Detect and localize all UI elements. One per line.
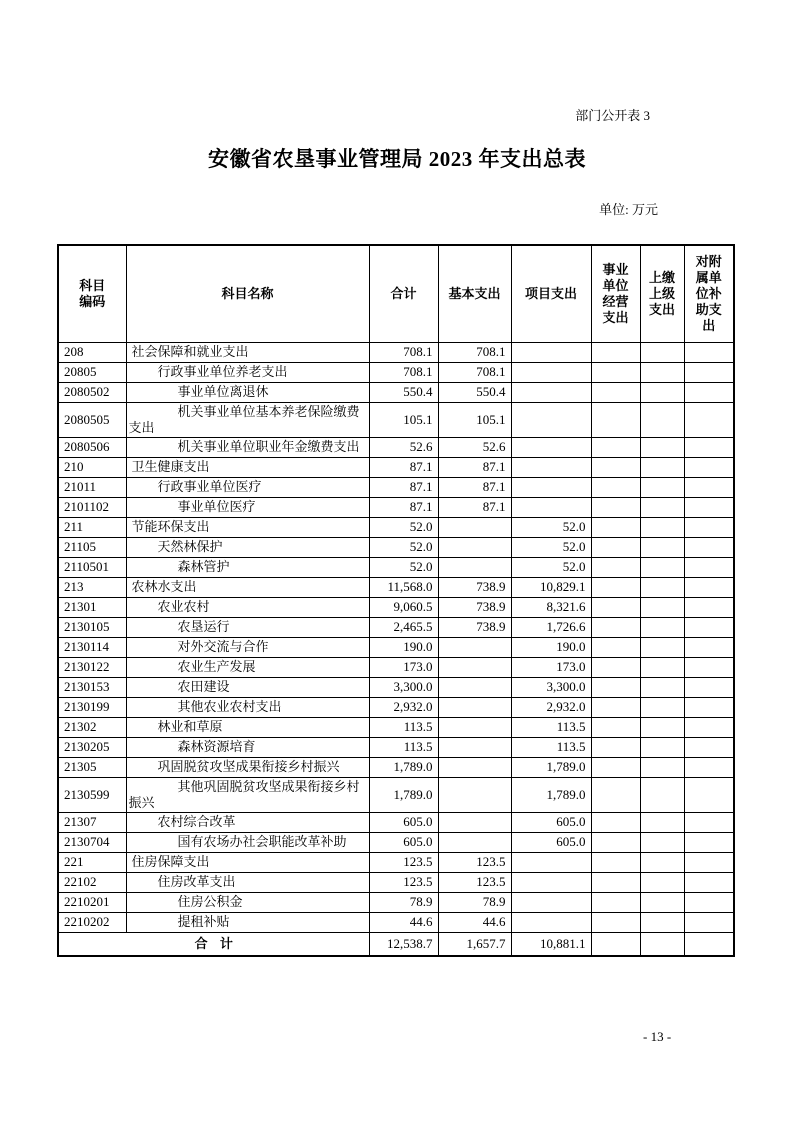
subject-code-cell: 2130199 xyxy=(58,697,126,717)
basic-expenditure-cell xyxy=(438,832,511,852)
project-expenditure-cell xyxy=(511,457,591,477)
subject-code-cell: 2080506 xyxy=(58,437,126,457)
total-cell: 605.0 xyxy=(369,832,438,852)
project-expenditure-cell: 52.0 xyxy=(511,537,591,557)
subsidy-cell xyxy=(684,497,734,517)
total-row xyxy=(58,932,734,956)
subject-code-cell: 20805 xyxy=(58,362,126,382)
basic-expenditure-cell xyxy=(438,677,511,697)
subsidy-cell xyxy=(684,832,734,852)
basic-expenditure-cell xyxy=(438,717,511,737)
total-cell: 87.1 xyxy=(369,457,438,477)
subject-name-cell: 住房公积金 xyxy=(126,892,369,912)
total-cell: 113.5 xyxy=(369,717,438,737)
table-row xyxy=(58,342,734,362)
subsidy-cell xyxy=(684,477,734,497)
basic-expenditure-cell xyxy=(438,537,511,557)
operating-expenditure-cell xyxy=(591,617,640,637)
col-header-subject-name: 科目名称 xyxy=(126,245,369,342)
operating-expenditure-cell xyxy=(591,577,640,597)
upper-level-cell xyxy=(640,382,684,402)
basic-expenditure-cell: 738.9 xyxy=(438,577,511,597)
total-project-cell: 10,881.1 xyxy=(511,932,591,956)
operating-expenditure-cell xyxy=(591,812,640,832)
project-expenditure-cell: 173.0 xyxy=(511,657,591,677)
table-row xyxy=(58,812,734,832)
total-cell: 550.4 xyxy=(369,382,438,402)
subject-code-cell: 208 xyxy=(58,342,126,362)
table-row xyxy=(58,852,734,872)
total-cell: 123.5 xyxy=(369,872,438,892)
table-row xyxy=(58,362,734,382)
operating-expenditure-cell xyxy=(591,872,640,892)
subject-name-cell: 事业单位医疗 xyxy=(126,497,369,517)
operating-expenditure-cell xyxy=(591,912,640,932)
subject-name-cell: 其他农业农村支出 xyxy=(126,697,369,717)
subject-code-cell: 2110501 xyxy=(58,557,126,577)
basic-expenditure-cell xyxy=(438,517,511,537)
upper-level-cell xyxy=(640,362,684,382)
subsidy-cell xyxy=(684,737,734,757)
operating-expenditure-cell xyxy=(591,362,640,382)
subject-name-cell: 农垦运行 xyxy=(126,617,369,637)
table-row xyxy=(58,717,734,737)
total-cell: 708.1 xyxy=(369,362,438,382)
table-row xyxy=(58,617,734,637)
subject-name-cell: 卫生健康支出 xyxy=(126,457,369,477)
subsidy-cell xyxy=(684,892,734,912)
operating-expenditure-cell xyxy=(591,382,640,402)
operating-expenditure-cell xyxy=(591,477,640,497)
subject-code-cell: 21011 xyxy=(58,477,126,497)
upper-level-cell xyxy=(640,617,684,637)
total-cell: 87.1 xyxy=(369,497,438,517)
project-expenditure-cell: 1,726.6 xyxy=(511,617,591,637)
total-cell: 11,568.0 xyxy=(369,577,438,597)
project-expenditure-cell: 10,829.1 xyxy=(511,577,591,597)
subject-name-cell: 其他巩固脱贫攻坚成果衔接乡村振兴 xyxy=(126,777,369,812)
upper-level-cell xyxy=(640,892,684,912)
basic-expenditure-cell xyxy=(438,557,511,577)
subject-name-cell: 机关事业单位基本养老保险缴费支出 xyxy=(126,402,369,437)
subject-name-cell: 行政事业单位医疗 xyxy=(126,477,369,497)
subject-code-cell: 210 xyxy=(58,457,126,477)
project-expenditure-cell xyxy=(511,402,591,437)
subject-code-cell: 2080505 xyxy=(58,402,126,437)
subject-code-cell: 21301 xyxy=(58,597,126,617)
basic-expenditure-cell: 123.5 xyxy=(438,872,511,892)
subsidy-cell xyxy=(684,812,734,832)
total-cell: 1,789.0 xyxy=(369,777,438,812)
header-row xyxy=(58,245,734,342)
operating-expenditure-cell xyxy=(591,777,640,812)
subsidy-cell xyxy=(684,852,734,872)
subject-name-cell: 农业农村 xyxy=(126,597,369,617)
table-footer xyxy=(58,932,734,956)
table-row xyxy=(58,637,734,657)
subject-code-cell: 21307 xyxy=(58,812,126,832)
table-row xyxy=(58,697,734,717)
table-row xyxy=(58,577,734,597)
table-row xyxy=(58,557,734,577)
subject-name-cell: 住房保障支出 xyxy=(126,852,369,872)
operating-expenditure-cell xyxy=(591,437,640,457)
table-row xyxy=(58,517,734,537)
total-cell: 1,789.0 xyxy=(369,757,438,777)
subsidy-cell xyxy=(684,537,734,557)
project-expenditure-cell xyxy=(511,892,591,912)
table-row xyxy=(58,457,734,477)
subject-code-cell: 2210201 xyxy=(58,892,126,912)
subsidy-cell xyxy=(684,577,734,597)
subject-name-cell: 事业单位离退休 xyxy=(126,382,369,402)
subject-name-cell: 社会保障和就业支出 xyxy=(126,342,369,362)
project-expenditure-cell: 3,300.0 xyxy=(511,677,591,697)
subsidy-cell xyxy=(684,517,734,537)
subsidy-cell xyxy=(684,402,734,437)
upper-level-cell xyxy=(640,852,684,872)
subject-code-cell: 21305 xyxy=(58,757,126,777)
total-cell: 2,932.0 xyxy=(369,697,438,717)
basic-expenditure-cell: 87.1 xyxy=(438,457,511,477)
basic-expenditure-cell: 738.9 xyxy=(438,597,511,617)
subject-code-cell: 2130105 xyxy=(58,617,126,637)
subject-code-cell: 221 xyxy=(58,852,126,872)
upper-level-cell xyxy=(640,777,684,812)
total-operating-cell xyxy=(591,932,640,956)
project-expenditure-cell: 113.5 xyxy=(511,717,591,737)
operating-expenditure-cell xyxy=(591,537,640,557)
subsidy-cell xyxy=(684,912,734,932)
basic-expenditure-cell xyxy=(438,737,511,757)
table-row xyxy=(58,497,734,517)
subsidy-cell xyxy=(684,872,734,892)
total-subsidy-cell xyxy=(684,932,734,956)
col-header-subject-code: 科目编码 xyxy=(58,245,126,342)
page-title: 安徽省农垦事业管理局 2023 年支出总表 xyxy=(208,147,586,171)
basic-expenditure-cell: 550.4 xyxy=(438,382,511,402)
basic-expenditure-cell: 123.5 xyxy=(438,852,511,872)
subject-name-cell: 农村综合改革 xyxy=(126,812,369,832)
project-expenditure-cell xyxy=(511,912,591,932)
operating-expenditure-cell xyxy=(591,757,640,777)
subject-code-cell: 2210202 xyxy=(58,912,126,932)
upper-level-cell xyxy=(640,477,684,497)
subsidy-cell xyxy=(684,717,734,737)
subsidy-cell xyxy=(684,637,734,657)
subsidy-cell xyxy=(684,657,734,677)
upper-level-cell xyxy=(640,757,684,777)
table-body xyxy=(58,342,734,932)
total-cell: 52.6 xyxy=(369,437,438,457)
table-row xyxy=(58,912,734,932)
subject-code-cell: 2101102 xyxy=(58,497,126,517)
table-row xyxy=(58,777,734,812)
project-expenditure-cell xyxy=(511,477,591,497)
operating-expenditure-cell xyxy=(591,717,640,737)
total-cell: 3,300.0 xyxy=(369,677,438,697)
subject-name-cell: 林业和草原 xyxy=(126,717,369,737)
total-cell: 708.1 xyxy=(369,342,438,362)
subject-code-cell: 2130153 xyxy=(58,677,126,697)
operating-expenditure-cell xyxy=(591,852,640,872)
upper-level-cell xyxy=(640,697,684,717)
basic-expenditure-cell: 87.1 xyxy=(438,497,511,517)
table-row xyxy=(58,677,734,697)
upper-level-cell xyxy=(640,342,684,362)
basic-expenditure-cell xyxy=(438,777,511,812)
subject-code-cell: 2130122 xyxy=(58,657,126,677)
subject-name-cell: 天然林保护 xyxy=(126,537,369,557)
subsidy-cell xyxy=(684,557,734,577)
total-label: 合 计 xyxy=(58,932,369,956)
page-number: - 13 - xyxy=(643,1029,672,1044)
subject-code-cell: 21302 xyxy=(58,717,126,737)
subject-code-cell: 2130205 xyxy=(58,737,126,757)
subsidy-cell xyxy=(684,597,734,617)
project-expenditure-cell: 190.0 xyxy=(511,637,591,657)
subject-code-cell: 2130704 xyxy=(58,832,126,852)
operating-expenditure-cell xyxy=(591,342,640,362)
table-row xyxy=(58,537,734,557)
subject-name-cell: 森林管护 xyxy=(126,557,369,577)
subject-name-cell: 农田建设 xyxy=(126,677,369,697)
total-cell: 105.1 xyxy=(369,402,438,437)
basic-expenditure-cell xyxy=(438,637,511,657)
project-expenditure-cell: 1,789.0 xyxy=(511,757,591,777)
expenditure-table xyxy=(57,244,735,957)
subject-name-cell: 机关事业单位职业年金缴费支出 xyxy=(126,437,369,457)
subject-name-cell: 行政事业单位养老支出 xyxy=(126,362,369,382)
col-header-total: 合计 xyxy=(369,245,438,342)
basic-expenditure-cell xyxy=(438,812,511,832)
operating-expenditure-cell xyxy=(591,517,640,537)
project-expenditure-cell: 605.0 xyxy=(511,832,591,852)
subsidy-cell xyxy=(684,342,734,362)
basic-expenditure-cell: 44.6 xyxy=(438,912,511,932)
subject-code-cell: 211 xyxy=(58,517,126,537)
total-cell: 9,060.5 xyxy=(369,597,438,617)
subject-name-cell: 农业生产发展 xyxy=(126,657,369,677)
table-row xyxy=(58,872,734,892)
operating-expenditure-cell xyxy=(591,597,640,617)
operating-expenditure-cell xyxy=(591,457,640,477)
upper-level-cell xyxy=(640,737,684,757)
col-header-subsidy-expenditure: 对附属单位补助支出 xyxy=(684,245,734,342)
subject-name-cell: 节能环保支出 xyxy=(126,517,369,537)
col-header-upper-level-expenditure: 上缴上级支出 xyxy=(640,245,684,342)
table-row xyxy=(58,892,734,912)
upper-level-cell xyxy=(640,812,684,832)
subject-name-cell: 巩固脱贫攻坚成果衔接乡村振兴 xyxy=(126,757,369,777)
subject-name-cell: 提租补贴 xyxy=(126,912,369,932)
upper-level-cell xyxy=(640,577,684,597)
project-expenditure-cell: 1,789.0 xyxy=(511,777,591,812)
total-cell: 2,465.5 xyxy=(369,617,438,637)
operating-expenditure-cell xyxy=(591,697,640,717)
total-cell: 78.9 xyxy=(369,892,438,912)
upper-level-cell xyxy=(640,912,684,932)
subsidy-cell xyxy=(684,617,734,637)
project-expenditure-cell: 2,932.0 xyxy=(511,697,591,717)
upper-level-cell xyxy=(640,717,684,737)
project-expenditure-cell xyxy=(511,872,591,892)
upper-level-cell xyxy=(640,872,684,892)
total-cell: 190.0 xyxy=(369,637,438,657)
upper-level-cell xyxy=(640,402,684,437)
subject-name-cell: 对外交流与合作 xyxy=(126,637,369,657)
subject-code-cell: 2130599 xyxy=(58,777,126,812)
project-expenditure-cell: 8,321.6 xyxy=(511,597,591,617)
upper-level-cell xyxy=(640,677,684,697)
unit-label: 单位: 万元 xyxy=(599,202,658,217)
basic-expenditure-cell: 708.1 xyxy=(438,342,511,362)
project-expenditure-cell: 52.0 xyxy=(511,557,591,577)
col-header-project-expenditure: 项目支出 xyxy=(511,245,591,342)
operating-expenditure-cell xyxy=(591,402,640,437)
operating-expenditure-cell xyxy=(591,657,640,677)
operating-expenditure-cell xyxy=(591,677,640,697)
upper-level-cell xyxy=(640,537,684,557)
basic-expenditure-cell xyxy=(438,757,511,777)
subsidy-cell xyxy=(684,437,734,457)
table-row xyxy=(58,382,734,402)
operating-expenditure-cell xyxy=(591,557,640,577)
upper-level-cell xyxy=(640,457,684,477)
total-cell: 113.5 xyxy=(369,737,438,757)
table-row xyxy=(58,597,734,617)
subject-code-cell: 21105 xyxy=(58,537,126,557)
operating-expenditure-cell xyxy=(591,832,640,852)
project-expenditure-cell xyxy=(511,852,591,872)
upper-level-cell xyxy=(640,497,684,517)
total-cell: 123.5 xyxy=(369,852,438,872)
basic-expenditure-cell: 738.9 xyxy=(438,617,511,637)
project-expenditure-cell xyxy=(511,382,591,402)
upper-level-cell xyxy=(640,557,684,577)
total-cell: 87.1 xyxy=(369,477,438,497)
table-header xyxy=(58,245,734,342)
subject-name-cell: 住房改革支出 xyxy=(126,872,369,892)
upper-level-cell xyxy=(640,597,684,617)
subsidy-cell xyxy=(684,777,734,812)
basic-expenditure-cell: 87.1 xyxy=(438,477,511,497)
project-expenditure-cell xyxy=(511,497,591,517)
subsidy-cell xyxy=(684,382,734,402)
subsidy-cell xyxy=(684,697,734,717)
upper-level-cell xyxy=(640,517,684,537)
subsidy-cell xyxy=(684,457,734,477)
subject-code-cell: 22102 xyxy=(58,872,126,892)
total-basic-cell: 1,657.7 xyxy=(438,932,511,956)
subsidy-cell xyxy=(684,362,734,382)
basic-expenditure-cell: 52.6 xyxy=(438,437,511,457)
total-sum-cell: 12,538.7 xyxy=(369,932,438,956)
upper-level-cell xyxy=(640,637,684,657)
upper-level-cell xyxy=(640,657,684,677)
subsidy-cell xyxy=(684,677,734,697)
basic-expenditure-cell: 708.1 xyxy=(438,362,511,382)
subject-name-cell: 农林水支出 xyxy=(126,577,369,597)
subject-code-cell: 213 xyxy=(58,577,126,597)
table-row xyxy=(58,477,734,497)
total-cell: 52.0 xyxy=(369,537,438,557)
upper-level-cell xyxy=(640,832,684,852)
col-header-basic-expenditure: 基本支出 xyxy=(438,245,511,342)
operating-expenditure-cell xyxy=(591,737,640,757)
table-row xyxy=(58,437,734,457)
table-row xyxy=(58,757,734,777)
project-expenditure-cell xyxy=(511,362,591,382)
subject-name-cell: 国有农场办社会职能改革补助 xyxy=(126,832,369,852)
total-cell: 173.0 xyxy=(369,657,438,677)
total-cell: 52.0 xyxy=(369,557,438,577)
subsidy-cell xyxy=(684,757,734,777)
total-cell: 52.0 xyxy=(369,517,438,537)
corner-table-label: 部门公开表 3 xyxy=(575,108,650,123)
project-expenditure-cell: 605.0 xyxy=(511,812,591,832)
table-row xyxy=(58,657,734,677)
upper-level-cell xyxy=(640,437,684,457)
operating-expenditure-cell xyxy=(591,637,640,657)
total-cell: 44.6 xyxy=(369,912,438,932)
table-row xyxy=(58,737,734,757)
project-expenditure-cell xyxy=(511,342,591,362)
basic-expenditure-cell xyxy=(438,697,511,717)
col-header-operating-expenditure: 事业单位经营支出 xyxy=(591,245,640,342)
operating-expenditure-cell xyxy=(591,892,640,912)
operating-expenditure-cell xyxy=(591,497,640,517)
project-expenditure-cell: 52.0 xyxy=(511,517,591,537)
basic-expenditure-cell: 105.1 xyxy=(438,402,511,437)
subject-code-cell: 2130114 xyxy=(58,637,126,657)
table-row xyxy=(58,402,734,437)
basic-expenditure-cell xyxy=(438,657,511,677)
basic-expenditure-cell: 78.9 xyxy=(438,892,511,912)
total-cell: 605.0 xyxy=(369,812,438,832)
project-expenditure-cell: 113.5 xyxy=(511,737,591,757)
subject-name-cell: 森林资源培育 xyxy=(126,737,369,757)
project-expenditure-cell xyxy=(511,437,591,457)
subject-code-cell: 2080502 xyxy=(58,382,126,402)
total-upper-level-cell xyxy=(640,932,684,956)
table-row xyxy=(58,832,734,852)
